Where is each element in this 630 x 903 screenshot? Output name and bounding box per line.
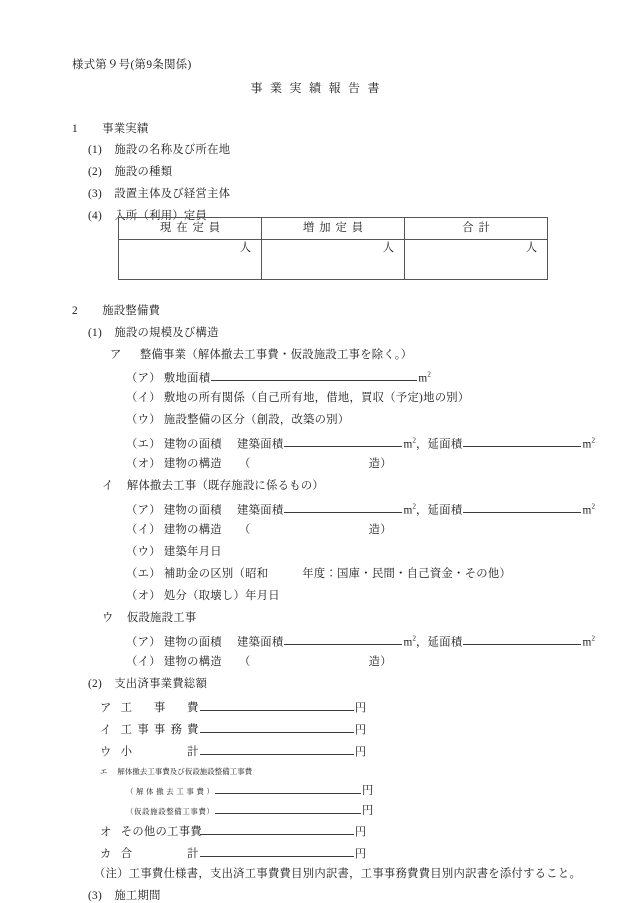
group-b-row-demolition-date [126, 591, 280, 602]
row-marker: ア [100, 702, 112, 715]
unit-m2: m [403, 636, 413, 649]
section-1-item-2 [88, 167, 172, 178]
group-a-heading [110, 350, 412, 361]
row-label: （仮設施設整備工事費） [126, 807, 214, 816]
demolition-cost-input[interactable] [215, 787, 361, 794]
unit-m2: m [418, 372, 428, 385]
row-marker: （オ） [126, 590, 161, 602]
building-area-input[interactable] [284, 635, 402, 645]
currency: 円 [354, 724, 367, 737]
group-c-heading [102, 613, 196, 624]
row-marker: カ [100, 848, 112, 861]
cost-row-construction [100, 701, 366, 715]
section-2-item-1 [88, 328, 219, 339]
row-label: 建物の面積 [163, 504, 222, 517]
item-marker: (2) [88, 166, 103, 178]
row-label: 解体撤去工事費及び仮設施設整備工事費 [117, 767, 253, 776]
unit-superscript: 2 [591, 436, 596, 445]
capacity-header-current: 現在定員 [119, 218, 262, 240]
group-a-row-structure [126, 459, 392, 470]
row-label: 建物の面積 [163, 438, 222, 451]
paren-open: （ [239, 524, 251, 536]
separator: ， [416, 438, 428, 451]
group-c-row-building-area [126, 635, 595, 649]
row-label: 合計 [120, 848, 199, 861]
unit-m2: m [582, 504, 592, 517]
admin-cost-input[interactable] [200, 723, 354, 733]
capacity-unit-increase: 人 [382, 242, 394, 254]
group-b-row-building-area [126, 503, 595, 517]
row-marker: エ [100, 767, 108, 776]
capacity-table-value-row [119, 240, 548, 280]
currency: 円 [354, 826, 367, 839]
paren-close: 造） [368, 458, 392, 470]
row-label: （解体撤去工事費） [126, 787, 214, 796]
cost-row-demolition-heading [100, 768, 252, 775]
unit-superscript: 2 [412, 634, 417, 643]
section-2-title: 施設整備費 [102, 305, 161, 317]
row-label-total: 延面積 [427, 438, 463, 451]
section-2-heading [72, 306, 160, 317]
separator: ， [416, 636, 428, 649]
capacity-unit-total: 人 [525, 242, 537, 254]
cost-row-total [100, 847, 366, 861]
cost-row-demolition-sub1 [126, 786, 374, 797]
attachment-note: （注）工事費仕様書，支出済工事費費目別内訳書，工事事務費費目別内訳書を添付すること。 [94, 868, 582, 880]
paren-open: （ [239, 458, 251, 470]
group-a-row-ownership [126, 393, 470, 404]
row-marker: （イ） [126, 524, 161, 536]
row-marker: オ [100, 826, 112, 839]
row-label: 補助金の区別（昭和 [163, 568, 269, 580]
total-floor-area-input[interactable] [463, 635, 581, 645]
item-label: 支出済事業費総額 [114, 678, 208, 690]
construction-cost-input[interactable] [200, 701, 354, 711]
item-label: 施設の種類 [114, 166, 173, 178]
group-c-row-structure [126, 657, 392, 668]
row-marker: イ [100, 724, 112, 737]
row-label: 処分（取壊し）年月日 [163, 590, 280, 602]
row-label: 敷地面積 [163, 372, 211, 385]
item-label: 施設の規模及び構造 [114, 327, 219, 339]
item-marker: (2) [88, 678, 103, 690]
group-a-row-building-area [126, 437, 595, 451]
item-label: 設置主体及び経営主体 [114, 188, 231, 200]
item-marker: (4) [88, 210, 103, 222]
item-label: 施工期間 [114, 890, 161, 902]
group-b-heading [102, 481, 324, 492]
row-label: 小計 [120, 746, 199, 759]
document-title: 事業実績報告書 [250, 81, 387, 95]
group-b-row-build-date [126, 547, 222, 558]
currency: 円 [354, 702, 367, 715]
temporary-facility-cost-input[interactable] [215, 807, 361, 814]
row-marker: （オ） [126, 458, 161, 470]
unit-m2: m [403, 504, 413, 517]
row-label: 建物の構造 [163, 524, 222, 536]
row-marker: （エ） [126, 568, 161, 580]
unit-superscript: 2 [427, 370, 431, 379]
other-cost-input[interactable] [200, 825, 354, 835]
row-marker: （エ） [126, 438, 161, 451]
unit-superscript: 2 [591, 634, 596, 643]
capacity-value-total[interactable] [405, 240, 548, 280]
group-b-row-subsidy [126, 569, 511, 580]
row-label: その他の工事費 [120, 826, 202, 839]
cost-row-demolition-sub2 [126, 806, 374, 817]
capacity-header-total: 合計 [405, 218, 548, 240]
row-label: 建物の面積 [163, 636, 222, 649]
row-label-build: 建築面積 [237, 438, 284, 451]
section-1-title: 事業実績 [102, 123, 149, 135]
group-a-row-category [126, 415, 349, 426]
currency: 円 [362, 805, 374, 817]
row-marker: （ア） [126, 372, 161, 385]
paren-open: （ [239, 656, 251, 668]
capacity-header-increase: 増加定員 [262, 218, 405, 240]
row-label: 施設整備の区分（創設，改築の別） [163, 414, 350, 426]
cost-row-subtotal [100, 745, 366, 759]
section-1-item-3 [88, 189, 230, 200]
unit-superscript: 2 [591, 502, 596, 511]
capacity-value-increase[interactable] [262, 240, 405, 280]
section-1-heading [72, 124, 149, 135]
capacity-table [118, 217, 548, 280]
capacity-table-header-row [119, 218, 548, 240]
paren-close: 造） [368, 656, 392, 668]
item-label: 施設の名称及び所在地 [114, 144, 231, 156]
total-floor-area-input[interactable] [463, 503, 581, 513]
row-label: 建物の構造 [163, 656, 222, 668]
item-marker: (3) [88, 188, 103, 200]
currency: 円 [362, 785, 374, 797]
row-label: 建物の構造 [163, 458, 222, 470]
row-marker: （ウ） [126, 546, 161, 558]
section-2-item-2 [88, 679, 207, 690]
paren-close: 造） [368, 524, 392, 536]
unit-superscript: 2 [412, 436, 417, 445]
group-marker: ウ [102, 612, 114, 624]
subtotal-input[interactable] [200, 745, 354, 755]
item-marker: (3) [88, 890, 103, 902]
total-cost-input[interactable] [200, 847, 354, 857]
group-marker: ア [110, 349, 122, 361]
row-label-build: 建築面積 [237, 636, 284, 649]
row-label-build: 建築面積 [237, 504, 284, 517]
group-label: 整備事業（解体撤去工事費・仮設施設工事を除く。） [139, 349, 413, 361]
group-marker: イ [102, 480, 114, 492]
row-marker: ウ [100, 746, 112, 759]
group-label: 解体撤去工事（既存施設に係るもの） [126, 480, 325, 492]
row-label: 建築年月日 [163, 546, 222, 558]
item-marker: (1) [88, 327, 103, 339]
unit-m2: m [582, 636, 592, 649]
unit-m2: m [403, 438, 413, 451]
row-marker: （イ） [126, 392, 161, 404]
building-area-input[interactable] [284, 437, 402, 447]
row-label-total: 延面積 [427, 504, 463, 517]
cost-row-other [100, 825, 366, 839]
currency: 円 [354, 746, 367, 759]
currency: 円 [354, 848, 367, 861]
row-marker: （ア） [126, 504, 161, 517]
row-label: 敷地の所有関係（自己所有地，借地，買収（予定)地の別） [163, 392, 470, 404]
item-marker: (1) [88, 144, 103, 156]
unit-m2: m [582, 438, 592, 451]
form-number: 様式第９号(第9条関係) [72, 59, 192, 71]
row-marker: （イ） [126, 656, 161, 668]
row-label: 工事費 [120, 702, 199, 715]
total-floor-area-input[interactable] [463, 437, 581, 447]
item-label: 入所（利用）定員 [114, 210, 208, 222]
capacity-unit-current: 人 [239, 242, 251, 254]
section-2-item-3 [88, 891, 161, 902]
section-1-item-1 [88, 145, 230, 156]
row-label-2: 年度：国庫・民間・自己資金・その他） [302, 568, 512, 580]
separator: ， [416, 504, 428, 517]
unit-superscript: 2 [412, 502, 417, 511]
site-area-input[interactable] [211, 371, 417, 381]
section-2-number: 2 [72, 305, 78, 317]
capacity-value-current[interactable] [119, 240, 262, 280]
cost-row-admin [100, 723, 366, 737]
section-1-number: 1 [72, 123, 78, 135]
row-label-total: 延面積 [427, 636, 463, 649]
group-b-row-structure [126, 525, 392, 536]
row-marker: （ア） [126, 636, 161, 649]
row-marker: （ウ） [126, 414, 161, 426]
group-label: 仮設施設工事 [126, 612, 197, 624]
row-label: 工事事務費 [120, 724, 199, 737]
building-area-input[interactable] [284, 503, 402, 513]
group-a-row-site-area [126, 371, 431, 385]
